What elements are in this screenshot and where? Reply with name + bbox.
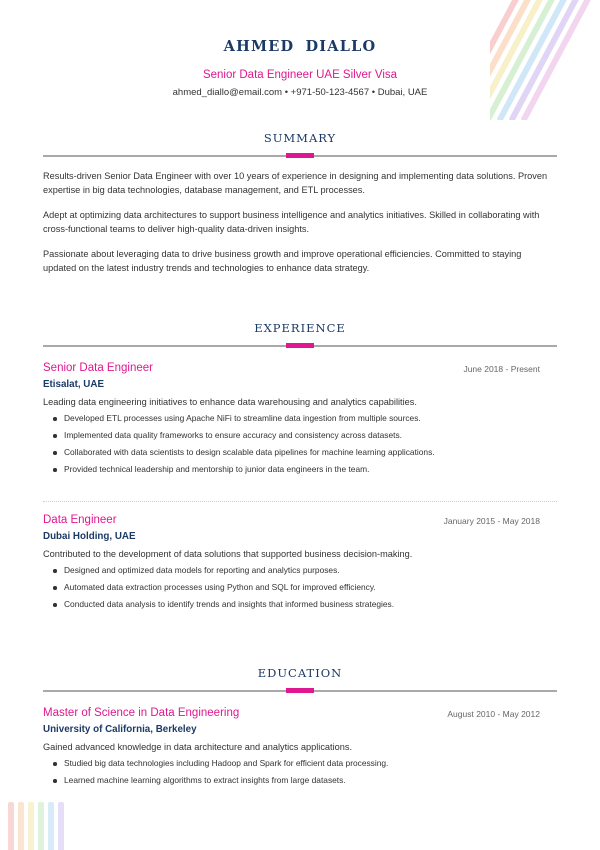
education-heading: EDUCATION (257, 666, 343, 680)
job-description: Leading data engineering initiatives to enhance data warehousing and analytics capabilities. (43, 397, 417, 407)
job-entry (43, 514, 557, 613)
entry-separator (43, 501, 557, 502)
job-role: Senior Data Engineer (43, 362, 153, 374)
job-company: Dubai Holding, UAE (43, 531, 136, 542)
job-bullet: Collaborated with data scientists to design scalable data pipelines for machine learning applications. (53, 444, 557, 461)
summary-paragraph: Adept at optimizing data architectures to support business intelligence and analytics initiatives. Skilled in collaborating with cross-functional teams to deliver high-quality data-driven insights. (43, 210, 540, 234)
job-entry (43, 362, 557, 478)
candidate-title: Senior Data Engineer UAE Silver Visa (202, 69, 398, 81)
education-bullet: Learned machine learning algorithms to extract insights from large datasets. (53, 772, 557, 789)
job-bullet: Automated data extraction processes using Python and SQL for improved efficiency. (53, 579, 557, 596)
school-name: University of California, Berkeley (43, 724, 197, 735)
education-entry (43, 707, 557, 789)
resume-header (0, 38, 600, 98)
candidate-name: AHMED DIALLO (223, 38, 377, 55)
job-bullet: Implemented data quality frameworks to ensure accuracy and consistency across datasets. (53, 427, 557, 444)
job-bullet: Developed ETL processes using Apache NiFi to streamline data ingestion from multiple sources. (53, 410, 557, 427)
contact-line: ahmed_diallo@email.com • +971-50-123-4567 • Dubai, UAE (172, 87, 428, 98)
job-bullets (43, 410, 557, 478)
summary-paragraph: Passionate about leveraging data to drive business growth and improve operational efficiencies. Committed to staying updated on the latest industry trends and technologies to enhance data strategy. (43, 249, 522, 273)
experience-section (43, 321, 557, 613)
job-role: Data Engineer (43, 514, 117, 526)
education-dates: August 2010 - May 2012 (447, 709, 540, 719)
summary-section (43, 131, 557, 275)
job-company: Etisalat, UAE (43, 379, 104, 390)
summary-heading: SUMMARY (263, 131, 337, 145)
education-bullets (43, 755, 557, 789)
job-bullet: Designed and optimized data models for reporting and analytics purposes. (53, 562, 557, 579)
section-divider (43, 343, 557, 349)
job-bullet: Conducted data analysis to identify trends and insights that informed business strategies. (53, 596, 557, 613)
education-description: Gained advanced knowledge in data architecture and analytics applications. (43, 742, 353, 752)
job-dates: June 2018 - Present (463, 364, 540, 374)
education-bullet: Studied big data technologies including Hadoop and Spark for efficient data processing. (53, 755, 557, 772)
job-bullet: Provided technical leadership and mentorship to junior data engineers in the team. (53, 461, 557, 478)
education-section (43, 666, 557, 789)
experience-heading: EXPERIENCE (254, 321, 346, 335)
section-divider (43, 153, 557, 159)
job-bullets (43, 562, 557, 613)
summary-paragraph: Results-driven Senior Data Engineer with over 10 years of experience in designing and implementing data solutions. Proven expertise in big data technologies, database management, and ETL processes. (43, 171, 548, 195)
job-dates: January 2015 - May 2018 (443, 516, 540, 526)
degree-title: Master of Science in Data Engineering (43, 707, 240, 719)
decorative-stripes-bottom-left (8, 802, 78, 850)
section-divider (43, 688, 557, 694)
job-description: Contributed to the development of data solutions that supported business decision-making. (43, 549, 413, 559)
